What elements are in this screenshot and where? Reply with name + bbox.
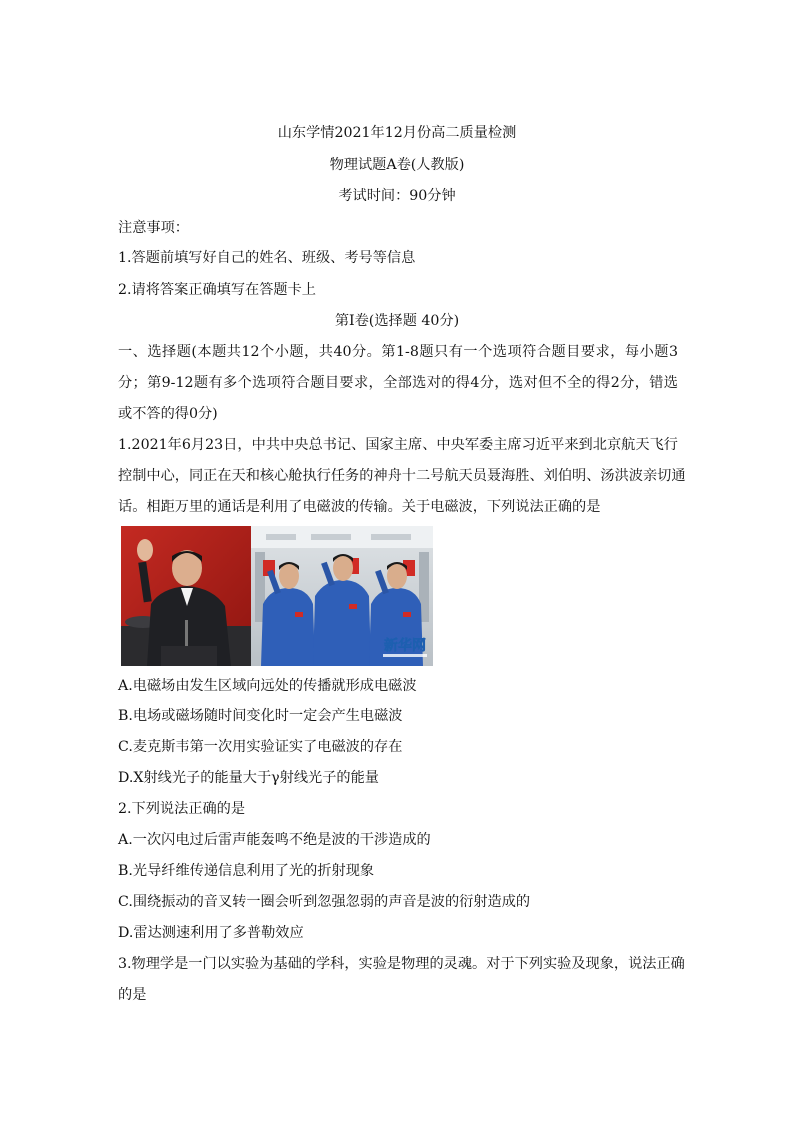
question-2-option: C.围绕振动的音叉转一圈会听到忽强忽弱的声音是波的衍射造成的 [118,894,531,910]
question-1-option: D.X射线光子的能量大于γ射线光子的能量 [118,770,379,786]
question-2-option: B.光导纤维传递信息利用了光的折射现象 [118,863,375,879]
question-3-stem: 3.物理学是一门以实验为基础的学科，实验是物理的灵魂。对于下列实验及现象，说法正确 [118,956,685,972]
section-instructions: 分；第9-12题有多个选项符合题目要求，全部选对的得4分，选对但不全的得2分，错选 [118,375,678,391]
question-2-option: D.雷达测速利用了多普勒效应 [118,925,304,941]
question-1-stem: 控制中心，同正在天和核心舱执行任务的神舟十二号航天员聂海胜、刘伯明、汤洪波亲切通 [118,468,686,484]
section-title: 第I卷(选择题 40分) [334,313,460,329]
question-2-option: A.一次闪电过后雷声能轰鸣不绝是波的干涉造成的 [118,832,431,848]
question-3-stem: 的是 [118,987,147,1003]
question-1-stem: 1.2021年6月23日，中共中央总书记、国家主席、中央军委主席习近平来到北京航天飞行 [118,437,678,453]
exam-time: 考试时间：90分钟 [338,188,456,204]
question-1-stem: 话。相距万里的通话是利用了电磁波的传输。关于电磁波，下列说法正确的是 [118,499,601,515]
notice-item: 1.答题前填写好自己的姓名、班级、考号等信息 [118,250,416,266]
section-instructions: 一、选择题(本题共12个小题，共40分。第1-8题只有一个选项符合题目要求，每小题3 [118,344,678,360]
notice-heading: 注意事项： [118,220,189,236]
notice-item: 2.请将答案正确填写在答题卡上 [118,282,316,298]
question-2-stem: 2.下列说法正确的是 [118,801,246,817]
question-1-option: C.麦克斯韦第一次用实验证实了电磁波的存在 [118,739,403,755]
exam-subtitle: 物理试题A卷(人教版) [329,157,465,173]
exam-title: 山东学情2021年12月份高二质量检测 [277,125,517,141]
photo-watermark: 新华网 [384,638,426,654]
question-1-photo [121,526,433,666]
question-1-option: B.电场或磁场随时间变化时一定会产生电磁波 [118,708,403,724]
section-instructions: 或不答的得0分) [118,406,218,422]
question-1-option: A.电磁场由发生区域向远处的传播就形成电磁波 [118,678,417,694]
